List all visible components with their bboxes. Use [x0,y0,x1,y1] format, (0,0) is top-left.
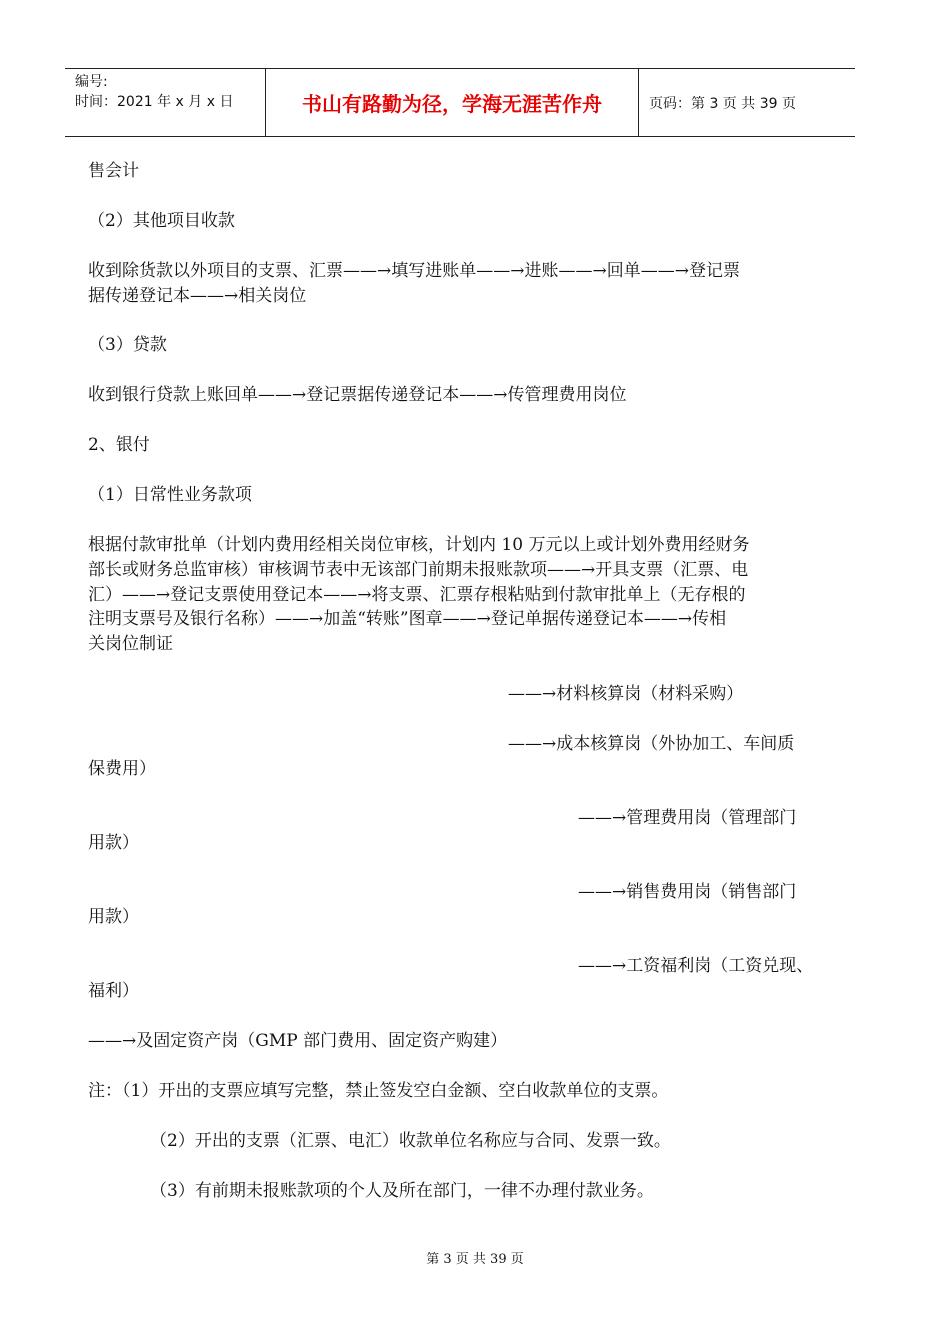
page-header [65,68,855,137]
header-info [65,69,265,136]
header-page-label: 页码：第 3 页 共 39 页 [649,95,796,112]
body-line: 收到除货款以外项目的支票、汇票——→填写进账单——→进账——→回单——→登记票 [88,261,740,281]
body-line: 关岗位制证 [88,634,173,654]
body-line: 用款） [88,907,139,927]
body-line: ——→材料核算岗（材料采购） [508,684,744,704]
note-line: 注：（1）开出的支票应填写完整，禁止签发空白金额、空白收款单位的支票。 [88,1081,669,1101]
body-line: ——→及固定资产岗（GMP 部门费用、固定资产购建） [88,1031,508,1051]
section-heading: （2）其他项目收款 [88,211,235,231]
section-heading: （1）日常性业务款项 [88,485,252,505]
time-label: 时间：2021 年 x 月 x 日 [75,94,234,110]
body-line: 售会计 [88,161,139,181]
note-line: （3）有前期未报账款项的个人及所在部门，一律不办理付款业务。 [150,1181,654,1201]
body-line: 保费用） [88,759,156,779]
body-line: ——→工资福利岗（工资兑现、 [578,956,814,976]
body-line: 用款） [88,833,139,853]
body-line: ——→管理费用岗（管理部门 [578,808,797,828]
body-line: 据传递登记本——→相关岗位 [88,286,307,306]
body-line: 汇）——→登记支票使用登记本——→将支票、汇票存根粘贴到付款审批单上（无存根的 [88,585,746,605]
body-line: 注明支票号及银行名称）——→加盖“转账”图章——→登记单据传递登记本——→传相 [88,609,727,629]
body-line: 福利） [88,981,139,1001]
section-heading: 2、银付 [88,435,150,455]
body-line: 收到银行贷款上账回单——→登记票据传递登记本——→传管理费用岗位 [88,385,627,405]
note-line: （2）开出的支票（汇票、电汇）收款单位名称应与合同、发票一致。 [150,1131,671,1151]
page-footer: 第 3 页 共 39 页 [426,1252,524,1267]
body-line: 根据付款审批单（计划内费用经相关岗位审核，计划内 10 万元以上或计划外费用经财务 [88,535,750,555]
header-motto: 书山有路勤为径，学海无涯苦作舟 [265,69,639,136]
number-label: 编号: [75,74,108,90]
body-line: ——→销售费用岗（销售部门 [578,882,797,902]
section-heading: （3）贷款 [88,335,167,355]
body-line: ——→成本核算岗（外协加工、车间质 [508,734,795,754]
body-line: 部长或财务总监审核）审核调节表中无该部门前期未报账款项——→开具支票（汇票、电 [88,560,749,580]
